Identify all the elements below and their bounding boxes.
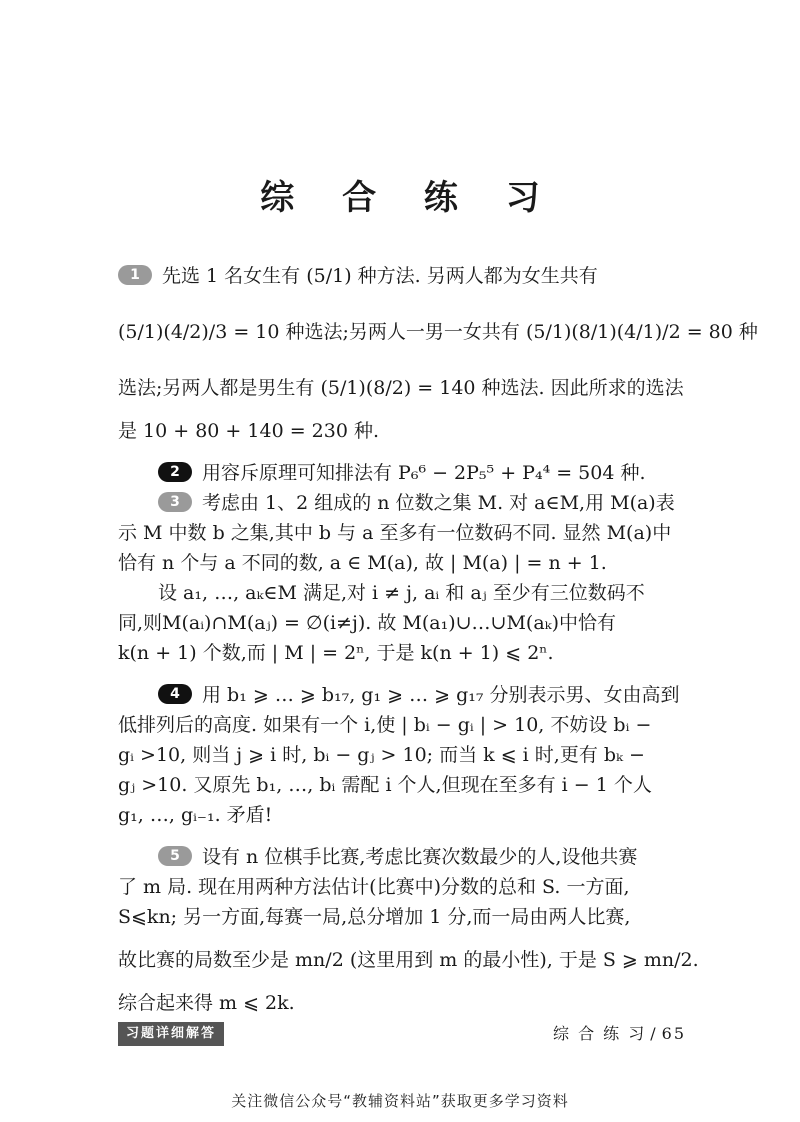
problem-1-line-2: (5/1)(4/2)/3 = 10 种选法;另两人一男一女共有 (5/1)(8/1)(4/1)/2 = 80 种: [118, 321, 758, 343]
page-title: 综 合 练 习: [260, 178, 558, 218]
problem-number-badge: 2: [158, 462, 192, 482]
problem-text: 用容斥原理可知排法有 P₆⁶ − 2P₅⁵ + P₄⁴ = 504 种.: [202, 462, 646, 484]
watermark-text: 关注微信公众号“教辅资料站”获取更多学习资料: [231, 1092, 569, 1110]
problem-5-line-2: 了 m 局. 现在用两种方法估计(比赛中)分数的总和 S. 一方面,: [118, 876, 630, 898]
problem-1-line-1: [118, 248, 686, 304]
problem-text: 考虑由 1、2 组成的 n 位数之集 M. 对 a∈M,用 M(a)表: [202, 492, 675, 514]
section-name: 综 合 练 习: [552, 1024, 647, 1043]
problem-3-line-5: 同,则M(aᵢ)∩M(aⱼ) = ∅(i≠j). 故 M(a₁)∪…∪M(aₖ)中恰有: [118, 612, 616, 634]
problem-number-badge: 4: [158, 684, 192, 704]
problem-1-line-3: 选法;另两人都是男生有 (5/1)(8/2) = 140 种选法. 因此所求的选法: [118, 377, 684, 399]
running-footer: [553, 1022, 686, 1046]
problem-3-line-1: [118, 488, 686, 518]
footer-separator: /: [650, 1024, 658, 1043]
solutions-body: [118, 248, 758, 1018]
problem-number-badge: 1: [118, 265, 152, 285]
problem-3-line-4: 设 a₁, …, aₖ∈M 满足,对 i ≠ j, aᵢ 和 aⱼ 至少有三位数码不: [158, 582, 645, 604]
problem-3-line-3: 恰有 n 个与 a 不同的数, a ∈ M(a), 故 | M(a) | = n + 1.: [118, 552, 607, 574]
problem-3-line-2: 示 M 中数 b 之集,其中 b 与 a 至多有一位数码不同. 显然 M(a)中: [118, 522, 672, 544]
problem-4-line-5: g₁, …, gᵢ₋₁. 矛盾!: [118, 804, 273, 826]
problem-text: 先选 1 名女生有 (5/1) 种方法. 另两人都为女生共有: [162, 265, 598, 287]
problem-2-line-1: [118, 458, 686, 488]
problem-5-line-5: 综合起来得 m ⩽ 2k.: [118, 992, 295, 1014]
problem-4-line-4: gⱼ >10. 又原先 b₁, …, bᵢ 需配 i 个人,但现在至多有 i − 1 个人: [118, 774, 652, 796]
book-section-badge: 习题详细解答: [118, 1022, 224, 1046]
problem-4-line-2: 低排列后的高度. 如果有一个 i,使 | bᵢ − gᵢ | > 10, 不妨设 bᵢ −: [118, 714, 652, 736]
page-footer: [118, 1022, 686, 1048]
problem-5-line-4: 故比赛的局数至少是 mn/2 (这里用到 m 的最小性), 于是 S ⩾ mn/2.: [118, 949, 699, 971]
problem-5-line-1: [118, 842, 686, 872]
problem-3-line-6: k(n + 1) 个数,而 | M | = 2ⁿ, 于是 k(n + 1) ⩽ 2ⁿ.: [118, 642, 554, 664]
problem-4-line-3: gᵢ >10, 则当 j ⩾ i 时, bᵢ − gⱼ > 10; 而当 k ⩽ i 时,更有 bₖ −: [118, 744, 645, 766]
problem-number-badge: 3: [158, 492, 192, 512]
problem-text: 用 b₁ ⩾ … ⩾ b₁₇, g₁ ⩾ … ⩾ g₁₇ 分别表示男、女由高到: [202, 684, 680, 706]
problem-4-line-1: [118, 680, 686, 710]
problem-text: 设有 n 位棋手比赛,考虑比赛次数最少的人,设他共赛: [202, 846, 638, 868]
page-number: 65: [661, 1024, 686, 1043]
problem-number-badge: 5: [158, 846, 192, 866]
problem-1-line-4: 是 10 + 80 + 140 = 230 种.: [118, 420, 379, 442]
problem-5-line-3: S⩽kn; 另一方面,每赛一局,总分增加 1 分,而一局由两人比赛,: [118, 906, 631, 928]
